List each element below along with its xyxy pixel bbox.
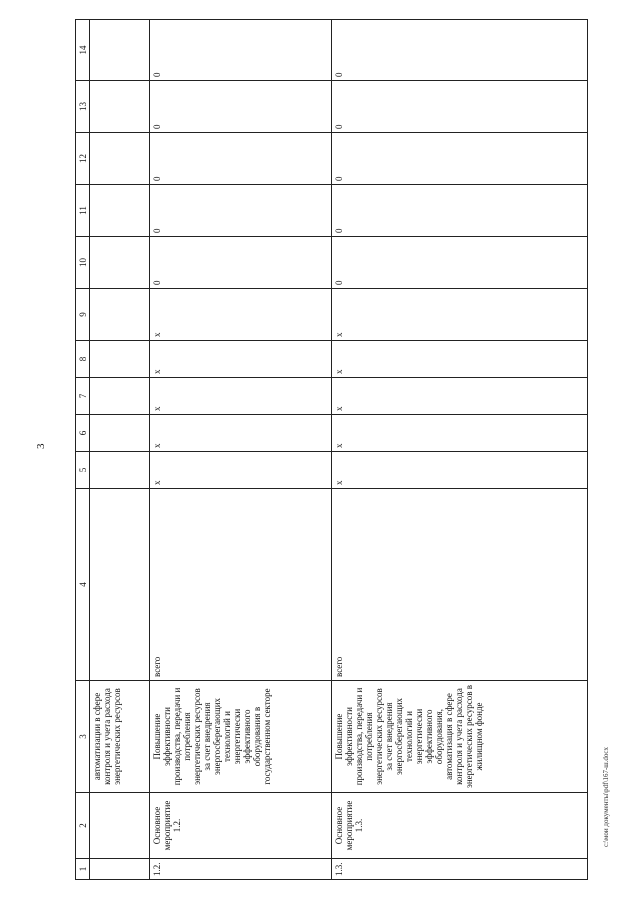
carry-over-row xyxy=(90,20,150,880)
table-cell: 0 xyxy=(150,185,332,237)
header-cell: 7 xyxy=(76,378,90,415)
table-cell: x xyxy=(332,341,588,378)
column-number-row xyxy=(76,20,90,880)
header-cell: 1 xyxy=(76,859,90,880)
header-cell: 10 xyxy=(76,237,90,289)
table-cell xyxy=(90,859,150,880)
table-cell: x xyxy=(150,378,332,415)
header-cell: 2 xyxy=(76,793,90,859)
table-cell xyxy=(90,378,150,415)
table-cell: 0 xyxy=(332,20,588,81)
measure-name: Основное мероприятие 1.2. xyxy=(150,793,332,859)
header-cell: 4 xyxy=(76,489,90,681)
table-cell: x xyxy=(150,452,332,489)
rotated-table-frame xyxy=(75,20,588,880)
table-cell xyxy=(90,793,150,859)
measure-name: Основное мероприятие 1.3. xyxy=(332,793,588,859)
table-cell xyxy=(90,185,150,237)
table-cell: x xyxy=(332,289,588,341)
table-cell: 0 xyxy=(150,237,332,289)
table-cell xyxy=(90,289,150,341)
header-cell: 5 xyxy=(76,452,90,489)
measure-description: Повышение эффективности производства, передачи и потребления энергетических ресурсов за счет внедрения энергосберегающих технологий и энергетически эффективного оборудования, автоматизация в сфере контроля и учета расхода энергетических ресурсов в жилищном фонде xyxy=(332,681,588,793)
header-cell: 13 xyxy=(76,81,90,133)
table-cell: x xyxy=(150,289,332,341)
header-cell: 6 xyxy=(76,415,90,452)
file-path-footer: c:\мои документы\pdf\167-ш.docx xyxy=(602,746,610,847)
table-cell xyxy=(90,133,150,185)
table-cell xyxy=(90,489,150,681)
table-row xyxy=(150,20,332,880)
carry-over-text: автоматизации в сфере контроля и учета расхода энергетических ресурсов xyxy=(90,681,150,793)
program-table xyxy=(75,19,588,880)
table-cell xyxy=(90,452,150,489)
table-cell: 0 xyxy=(150,133,332,185)
table-cell: 0 xyxy=(332,81,588,133)
table-cell: x xyxy=(332,378,588,415)
header-cell: 8 xyxy=(76,341,90,378)
page-number: 3 xyxy=(35,443,47,449)
table-cell: 0 xyxy=(332,237,588,289)
table-cell: 0 xyxy=(150,81,332,133)
table-cell: x xyxy=(150,341,332,378)
table-cell: x xyxy=(332,452,588,489)
table-cell: 0 xyxy=(332,185,588,237)
table-cell: 0 xyxy=(332,133,588,185)
table-row xyxy=(332,20,588,880)
table-cell: x xyxy=(150,415,332,452)
table-cell xyxy=(90,237,150,289)
row-number: 1.2. xyxy=(150,859,332,880)
header-cell: 3 xyxy=(76,681,90,793)
table-cell xyxy=(90,81,150,133)
table-cell: x xyxy=(332,415,588,452)
header-cell: 12 xyxy=(76,133,90,185)
funding-source: всего xyxy=(332,489,588,681)
header-cell: 9 xyxy=(76,289,90,341)
table-cell: 0 xyxy=(150,20,332,81)
header-cell: 14 xyxy=(76,20,90,81)
header-cell: 11 xyxy=(76,185,90,237)
table-cell xyxy=(90,20,150,81)
measure-description: Повышение эффективности производства, передачи и потребления энергетических ресурсов за счет внедрения энергосберегающих технологий и энергетически эффективного оборудования в государственном секторе xyxy=(150,681,332,793)
row-number: 1.3. xyxy=(332,859,588,880)
funding-source: всего xyxy=(150,489,332,681)
table-cell xyxy=(90,415,150,452)
table-cell xyxy=(90,341,150,378)
